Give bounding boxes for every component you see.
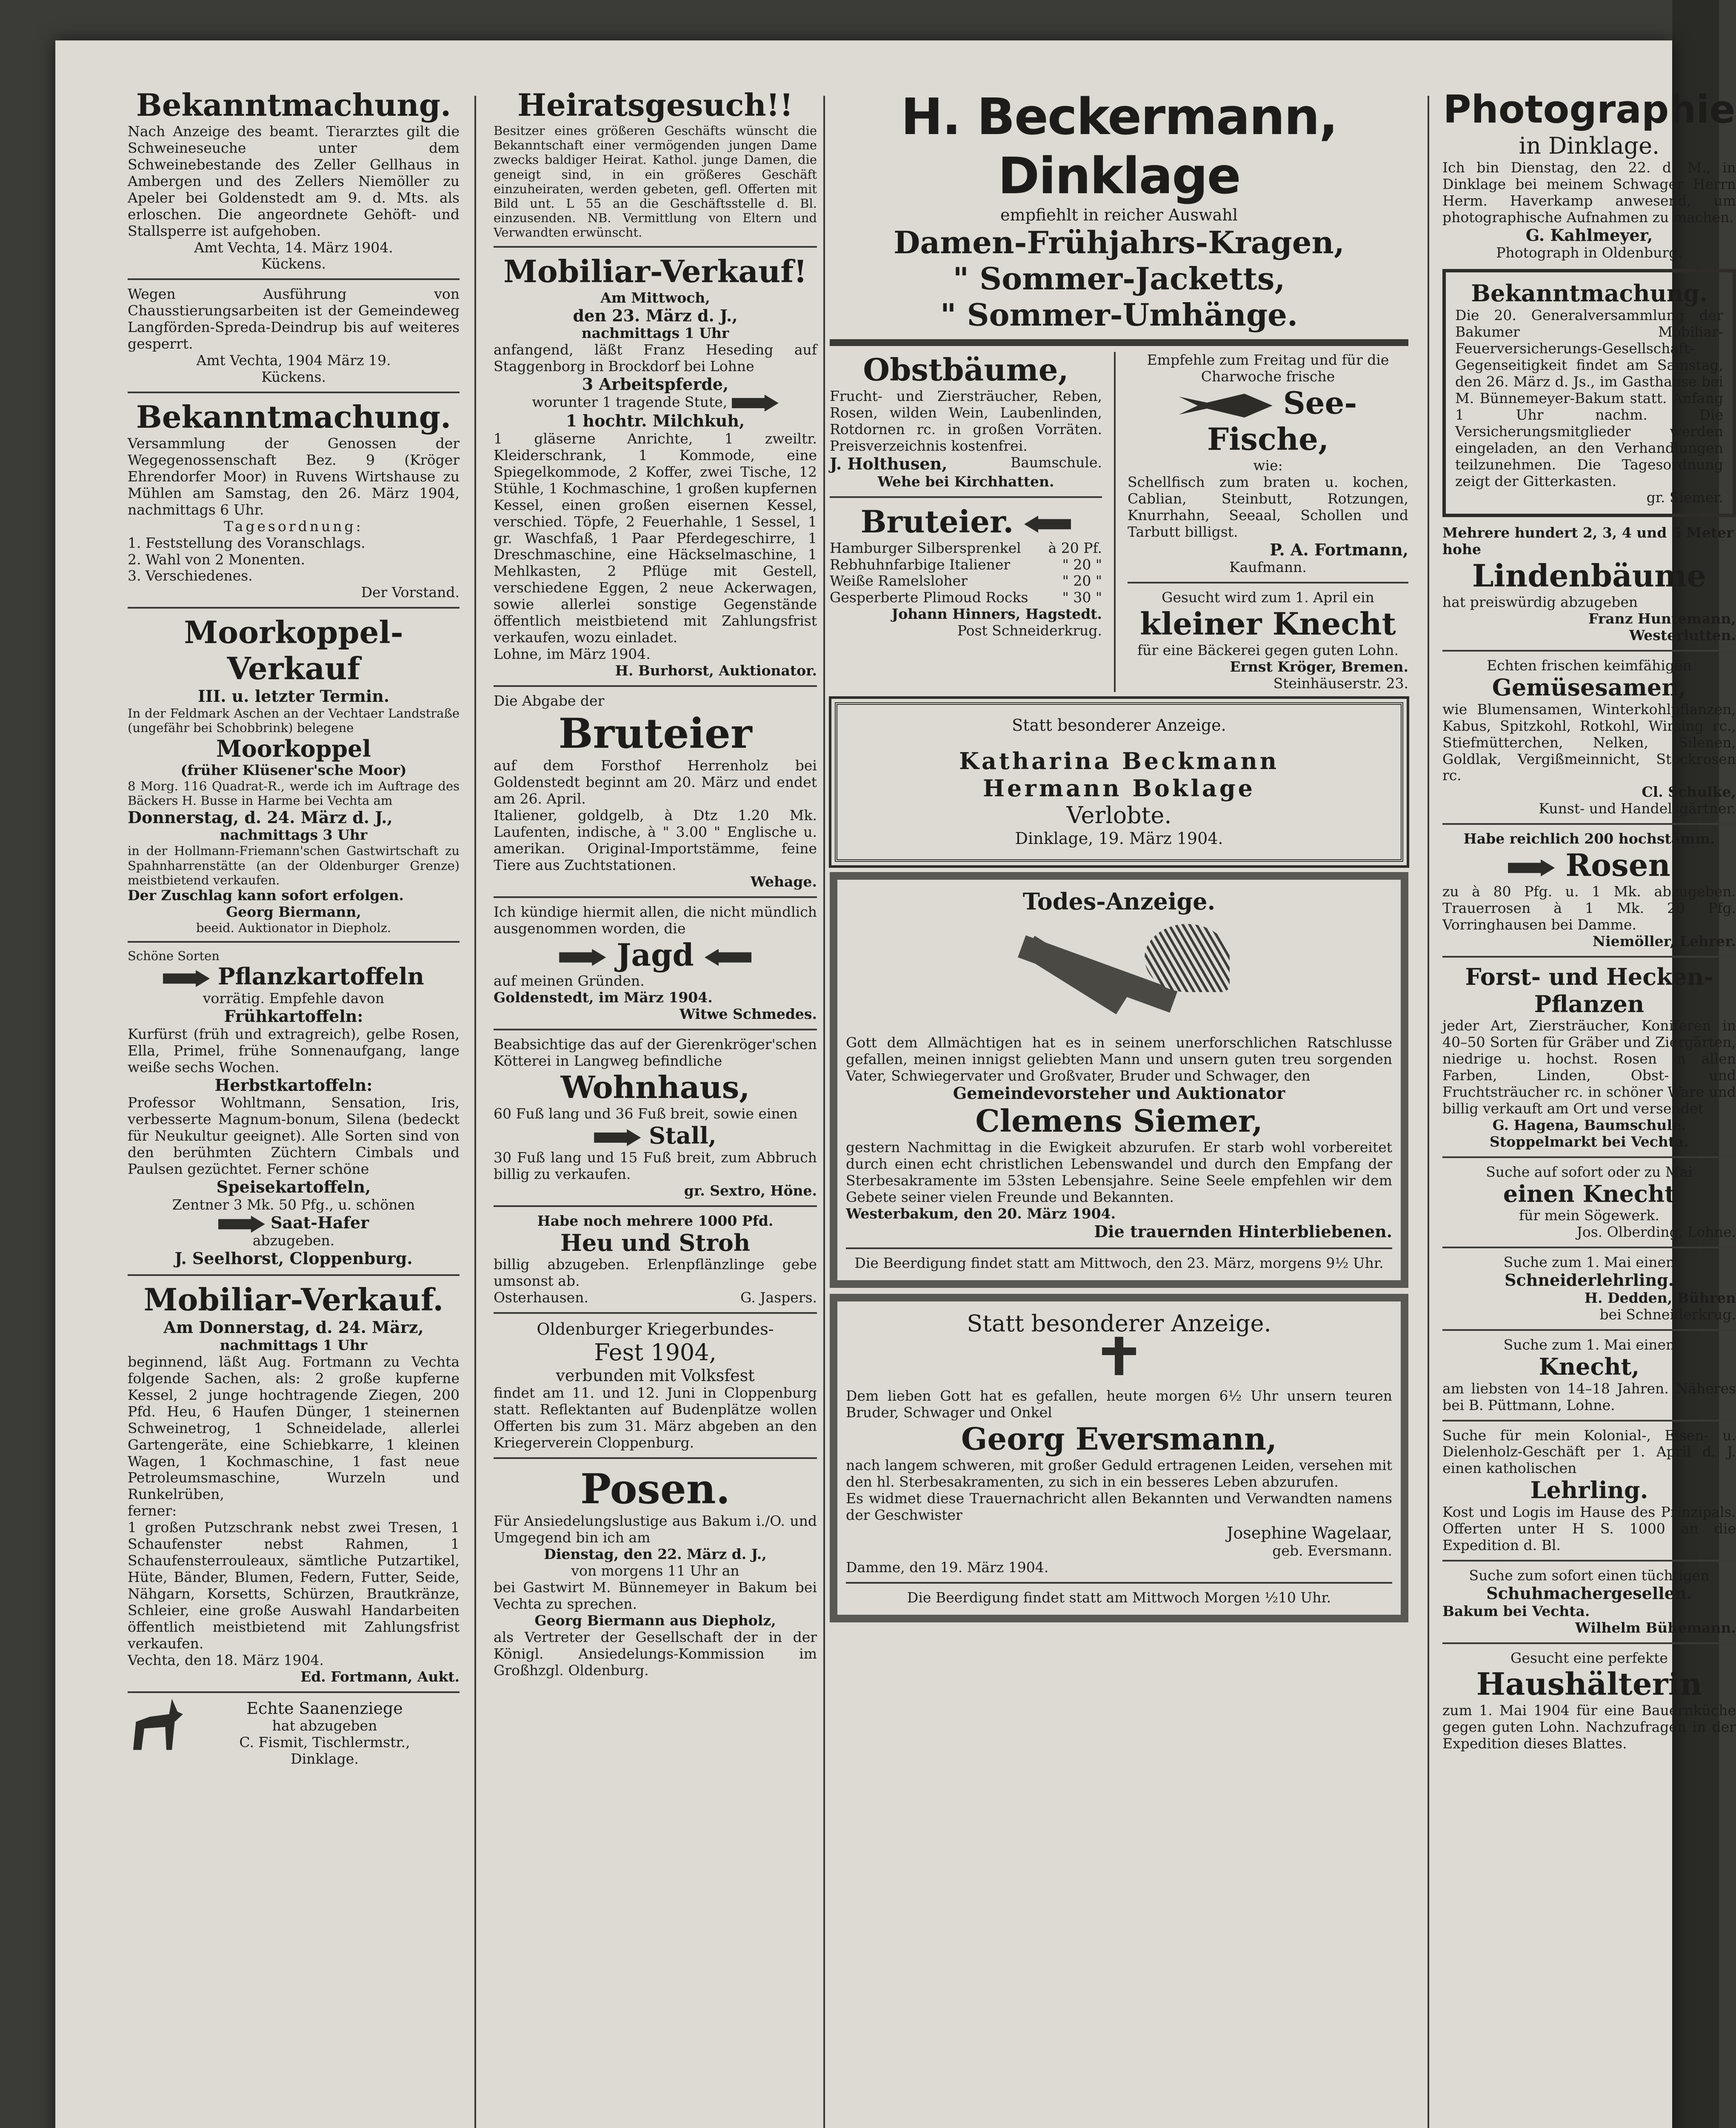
notice-text: gestern Nachmittag in die Ewigkeit abzurufen. Er starb wohl vorbereitet durch einen echt christlichen Lebenswandel und durch den Empfang der Sterbesakramente im 53sten Lebensjahre. Seine Seele empfehlen wir dem Gebete seiner vielen Freunde und Bekannten. bbox=[846, 1139, 1392, 1206]
ad-signature: Der Vorstand. bbox=[361, 584, 460, 601]
ad-signature: J. Seelhorst, Cloppenburg. bbox=[174, 1249, 413, 1268]
ad-text: hat abzugeben bbox=[272, 1717, 377, 1734]
ad-date: Vechta, den 18. März 1904. bbox=[128, 1651, 324, 1668]
ad-text: ferner: bbox=[128, 1502, 177, 1519]
divider bbox=[1128, 582, 1408, 583]
agenda-item: 2. Wahl von 2 Monenten. bbox=[128, 551, 305, 568]
boxed-notice bbox=[1442, 269, 1736, 517]
ad-signature: gr. Sextro, Höne. bbox=[684, 1182, 817, 1199]
divider bbox=[1442, 1642, 1736, 1644]
ad-text: hat preiswürdig abzugeben bbox=[1442, 594, 1638, 611]
ad-signature: Kückens. bbox=[261, 369, 326, 386]
ad-text: zu à 80 Pfg. u. 1 Mk. abzugeben. Trauerrosen à 1 Mk. 20 Pfg. Vorringhausen bei Damme. bbox=[1442, 883, 1736, 933]
ad-title: Posen. bbox=[580, 1465, 730, 1513]
death-notice bbox=[830, 1294, 1408, 1622]
price-item: Gesperberte Plimoud Rocks bbox=[830, 589, 1028, 606]
ad-title: Mobiliar-Verkauf. bbox=[143, 1281, 444, 1318]
ad-date: Am Donnerstag, d. 24. März, bbox=[163, 1318, 424, 1337]
ad-text bbox=[494, 394, 817, 412]
ad-text: Suche zum sofort einen tüchtigen bbox=[1469, 1567, 1710, 1584]
ad-title: Echte Saanenziege bbox=[246, 1699, 403, 1718]
column-rule bbox=[823, 96, 825, 2128]
ad-title: Bekanntmachung. bbox=[1471, 280, 1707, 307]
divider bbox=[494, 896, 817, 898]
ad-text: Kost und Logis im Hause des Prinzipals. Offerten unter H S. 1000 an die Expedition d. Bl. bbox=[1442, 1504, 1736, 1553]
ad-title: Oldenburger Kriegerbundes- bbox=[537, 1320, 774, 1339]
ad-signature: Wehage. bbox=[750, 873, 817, 890]
column-rule bbox=[474, 96, 476, 2128]
goat-ad bbox=[128, 1699, 460, 1768]
ad-title: Heu und Stroh bbox=[560, 1229, 751, 1256]
ad-text: Suche zum 1. Mai einen bbox=[1503, 1254, 1675, 1271]
ad-title: Forst- und Hecken- bbox=[1465, 963, 1713, 990]
ad-text: Für Ansiedelungslustige aus Bakum i./O. und Umgegend bin ich am bbox=[494, 1513, 817, 1546]
ad-text: Suche für mein Kolonial-, Eisen- u. Dielenholz-Geschäft per 1. April d. J. einen katholischen bbox=[1442, 1427, 1736, 1477]
divider bbox=[494, 1312, 817, 1314]
divider bbox=[1442, 1156, 1736, 1158]
death-notice bbox=[830, 872, 1408, 1288]
ad-date: Amt Vechta, 1904 März 19. bbox=[196, 352, 391, 369]
pointing-hand-icon bbox=[559, 949, 606, 966]
price-row bbox=[830, 540, 1102, 557]
column-2 bbox=[494, 87, 817, 1679]
ad-text: Mehrere hundert 2, 3, 4 und 5 Meter hohe bbox=[1442, 524, 1734, 558]
cross-wreath-icon bbox=[991, 915, 1247, 1035]
ad-text: Kurfürst (früh und extragreich), gelbe Rosen, Ella, Primel, frühe Sonnenaufgang, lange weiße sechs Wochen. bbox=[128, 1025, 460, 1075]
ad-time: nachmittags 1 Uhr bbox=[581, 325, 729, 342]
notice-signature: geb. Eversmann. bbox=[1272, 1542, 1392, 1559]
ad-title-text: Rosen bbox=[1565, 847, 1670, 884]
banner-title: H. Beckermann, Dinklage bbox=[901, 87, 1337, 206]
ad-subtitle bbox=[128, 1213, 460, 1233]
ad-signature: Steinhäuserstr. 23. bbox=[1273, 675, 1408, 692]
ad-title-text: Jagd bbox=[617, 936, 694, 973]
divider bbox=[128, 1274, 460, 1276]
ad-text: Habe noch mehrere 1000 Pfd. bbox=[537, 1212, 774, 1229]
ad-text: Nach Anzeige des beamt. Tierarztes gilt die Schweineseuche unter dem Schweinebestande des Zeller Gellhaus in Ambergen und des Zellers Niemöller zu Apeler bei Goldenstedt am 9. d. Mts. als erloschen. Die angeordnete Gehöft- und Stallsperre ist aufgehoben. bbox=[128, 123, 460, 239]
divider bbox=[1442, 1560, 1736, 1562]
pointing-hand-icon bbox=[594, 1129, 641, 1146]
ad-signature: Post Schneiderkrug. bbox=[957, 622, 1102, 639]
price-value: " 20 " bbox=[1062, 556, 1102, 573]
ad-signature: Johann Hinners, Hagstedt. bbox=[891, 606, 1102, 623]
notice-head: Statt besonderer Anzeige. bbox=[967, 1310, 1271, 1337]
ad-signature: Bakum bei Vechta. bbox=[1442, 1602, 1590, 1619]
ad-signature: Jos. Olberding, Lohne. bbox=[1576, 1224, 1736, 1241]
column-1 bbox=[128, 87, 460, 1768]
banner-subtitle: empfiehlt in reicher Auswahl bbox=[1000, 206, 1238, 225]
ad-signature: H. Burhorst, Auktionator. bbox=[615, 662, 817, 679]
ad-footer bbox=[830, 455, 1102, 474]
ad-footer bbox=[1442, 1603, 1736, 1620]
ad-signature: Cl. Schulke, bbox=[1642, 784, 1736, 801]
ad-text: Suche auf sofort oder zu Mai bbox=[1486, 1163, 1693, 1180]
ad-text: findet am 11. und 12. Juni in Cloppenburg statt. Reflektanten auf Budenplätze wollen Offerten bis zum 31. März abgeben an den Kriegerverein Cloppenburg. bbox=[494, 1384, 817, 1451]
price-row bbox=[830, 557, 1102, 573]
pointing-hand-icon bbox=[732, 395, 779, 412]
ad-signature: Dinklage. bbox=[291, 1750, 359, 1768]
ad-signature: beeid. Auktionator in Diepholz. bbox=[196, 920, 391, 935]
ad-time: nachmittags 1 Uhr bbox=[220, 1336, 368, 1353]
notice-text: nach langem schweren, mit großer Geduld ertragenen Leiden, versehen mit den hl. Sterbesakramenten, zu sich in ein besseres Leben abzurufen. bbox=[846, 1457, 1392, 1490]
goat-icon bbox=[128, 1699, 183, 1750]
ad-text: Habe reichlich 200 hochstämm. bbox=[1463, 830, 1715, 847]
ad-subtitle: Herbstkartoffeln: bbox=[214, 1075, 373, 1095]
ad-text: wie: bbox=[1253, 457, 1283, 474]
ad-signature: Ed. Fortmann, Aukt. bbox=[300, 1668, 460, 1685]
ad-date: Donnerstag, d. 24. März d. J., bbox=[128, 807, 393, 827]
ad-text: Ich bin Dienstag, den 22. d. M., in Dinklage bei meinem Schwager Herrn Herm. Haverkamp anwesend, um photographische Aufnahmen zu machen. bbox=[1442, 159, 1736, 226]
ad-text: Wegen Ausführung von Chausstierungsarbeiten ist der Gemeindeweg Langförden-Spreda-Deindrup bis auf weiteres gesperrt. bbox=[128, 286, 460, 352]
banner-line: " Sommer-Umhänge. bbox=[940, 297, 1298, 333]
ad-signature: Baumschule. bbox=[1011, 454, 1102, 471]
ad-signature: Georg Biermann aus Diepholz, bbox=[534, 1612, 776, 1629]
price-row bbox=[830, 589, 1102, 606]
divider bbox=[846, 1247, 1392, 1249]
ad-text: Der Zuschlag kann sofort erfolgen. bbox=[128, 887, 404, 904]
notice-burial: Die Beerdigung findet statt am Mittwoch Morgen ½10 Uhr. bbox=[907, 1589, 1331, 1606]
ad-date: Goldenstedt, im März 1904. bbox=[494, 989, 713, 1006]
notice-role: Gemeindevorsteher und Auktionator bbox=[953, 1084, 1285, 1103]
price-value: à 20 Pf. bbox=[1048, 539, 1102, 556]
pointing-hand-icon bbox=[705, 949, 751, 966]
obst-ad bbox=[830, 352, 1102, 692]
ad-title bbox=[128, 963, 460, 990]
ad-signature: G. Kahlmeyer, bbox=[1525, 225, 1653, 245]
divider bbox=[128, 278, 460, 280]
ad-date: Amt Vechta, 14. März 1904. bbox=[194, 239, 393, 256]
fish-ad bbox=[1128, 352, 1408, 692]
ad-text: Gesucht wird zum 1. April ein bbox=[1162, 589, 1374, 606]
ad-title bbox=[830, 504, 1102, 540]
ad-title: Wohnhaus, bbox=[560, 1069, 750, 1106]
ad-title: Moorkoppel-Verkauf bbox=[184, 614, 403, 687]
ad-title bbox=[494, 937, 817, 973]
ad-signature: Kunst- und Handelsgärtner. bbox=[1539, 800, 1736, 817]
notice-name: Clemens Siemer, bbox=[975, 1103, 1263, 1139]
divider bbox=[1442, 650, 1736, 652]
divider bbox=[1442, 1420, 1736, 1422]
agenda-item: 3. Verschiedenes. bbox=[128, 567, 253, 584]
ad-signature: G. Jaspers. bbox=[740, 1289, 817, 1306]
ad-title: Gemüsesamen, bbox=[1492, 673, 1687, 701]
divider bbox=[128, 941, 460, 943]
notice-text: Gott dem Allmächtigen hat es in seinem unerforschlichen Ratschlusse gefallen, meinen innigst geliebten Mann und unsern guten treu sorgenden Vater, Schwiegervater und Großvater, Bruder und Schwager, den bbox=[846, 1034, 1392, 1084]
ad-signature: Witwe Schmedes. bbox=[679, 1006, 817, 1023]
notice-head: Todes-Anzeige. bbox=[1022, 887, 1216, 915]
ad-date: Dienstag, den 22. März d. J., bbox=[544, 1546, 767, 1563]
ad-title bbox=[1128, 385, 1408, 458]
ad-text: billig abzugeben. Erlenpflänzlinge gebe umsonst ab. bbox=[494, 1256, 817, 1290]
engagement-notice bbox=[835, 702, 1403, 862]
price-row bbox=[830, 573, 1102, 589]
ad-signature: gr. Siemer. bbox=[1646, 489, 1723, 506]
ad-signature: Kaufmann. bbox=[1229, 559, 1307, 576]
ad-text: Besitzer eines größeren Geschäfts wünscht die Bekanntschaft einer vermögenden jungen Dame zwecks baldiger Heirat. Kathol. junge Damen, die geneigt sind, in ein größeres Geschäft einzuheiraten, werden gebeten, gefl. Offerten mit Bild unt. L 55 an die Geschäftsstelle d. Bl. einzusenden. NB. Vermittlung von Eltern und Verwandten erwünscht. bbox=[494, 123, 817, 240]
ad-title-text: Bruteier. bbox=[860, 503, 1014, 540]
ad-row bbox=[830, 352, 1408, 692]
ad-text: 30 Fuß lang und 15 Fuß breit, zum Abbruch billig zu verkaufen. bbox=[494, 1149, 817, 1182]
ad-title: einen Knecht bbox=[1503, 1180, 1676, 1207]
ad-text: Schöne Sorten bbox=[128, 949, 220, 964]
divider bbox=[830, 339, 1408, 346]
ad-text: vorrätig. Empfehle davon bbox=[203, 990, 385, 1007]
ad-signature: Photograph in Oldenburg. bbox=[1496, 244, 1682, 261]
pointing-hand-icon bbox=[1508, 859, 1555, 876]
ad-title-text: Stall, bbox=[649, 1122, 717, 1150]
ad-title: Schuhmachergesellen. bbox=[1486, 1583, 1692, 1603]
ad-text: für eine Bäckerei gegen guten Lohn. bbox=[1137, 642, 1399, 659]
divider bbox=[494, 246, 817, 248]
ad-date: Am Mittwoch, bbox=[600, 289, 710, 306]
ad-text: wie Blumensamen, Winterkohlpflanzen, Kabus, Spitzkohl, Rotkohl, Wirsing rc., Stiefmütterchen, Nelken, Silenen, Goldlak, Vergißmeinnicht, Stockrosen rc. bbox=[1442, 701, 1736, 784]
ad-title: Knecht, bbox=[1539, 1353, 1640, 1380]
ad-title: Mobiliar-Verkauf! bbox=[503, 253, 807, 289]
notice-signature: Die trauernden Hinterbliebenen. bbox=[1094, 1221, 1392, 1241]
notice-name: Hermann Boklage bbox=[983, 774, 1255, 802]
ad-headline: Moorkoppel bbox=[216, 735, 371, 762]
ad-signature: Wilhelm Bühemann. bbox=[1575, 1619, 1736, 1636]
price-item: Rebhuhnfarbige Italiener bbox=[830, 556, 1011, 573]
ad-text: In der Feldmark Aschen an der Vechtaer Landstraße (ungefähr bei Schobbrink) belegene bbox=[128, 706, 460, 735]
ad-subtitle: III. u. letzter Termin. bbox=[197, 686, 390, 706]
notice-name: Katharina Beckmann bbox=[959, 747, 1279, 775]
price-value: " 20 " bbox=[1062, 572, 1102, 589]
divider bbox=[128, 392, 460, 393]
divider bbox=[846, 1582, 1392, 1584]
ad-subtitle: verbunden mit Volksfest bbox=[556, 1366, 755, 1385]
ad-signature: P. A. Fortmann, bbox=[1270, 540, 1408, 559]
ad-title-text: Pflanzkartoffeln bbox=[217, 963, 424, 990]
ad-text: beginnend, läßt Aug. Fortmann zu Vechta folgende Sachen, als: 2 große kupferne Kessel, 2 junge hochtragende Ziegen, 200 Pfd. Heu, 6 Haufen Dünger, 1 steinernen Schweinetrog, 1 Schneidelade, allerlei Gartengeräte, eine Schiebkarre, 1 kleinen Wagen, 1 Kochmaschine, 1 fast neue Petroleumsmaschine, Wurzeln und Runkelrüben, bbox=[128, 1353, 460, 1503]
ad-text: 1 großen Putzschrank nebst zwei Tresen, 1 Schaufenster nebst Rahmen, 1 Schaufensterrouleaux, sämtliche Putzartikel, Hüte, Bänder, Blumen, Federn, Futter, Seide, Nähgarn, Korsetts, Schürzen, Brautkränze, Schleier, eine große Auswahl Handarbeiten öffentlich meistbietend mit Zahlungsfrist verkaufen. bbox=[128, 1519, 460, 1652]
ad-text: Frucht- und Ziersträucher, Reben, Rosen, wilden Wein, Laubenlinden, Rotdornen rc. in großen Vorräten. Preisverzeichnis kostenfrei. bbox=[830, 388, 1102, 454]
price-item: Weiße Ramelsloher bbox=[830, 572, 968, 589]
ad-title-text: See-Fische, bbox=[1207, 385, 1357, 457]
ad-signature: H. Dedden, Bühren bbox=[1584, 1290, 1736, 1307]
divider bbox=[494, 1205, 817, 1207]
ad-subtitle-text: Saat-Hafer bbox=[271, 1213, 369, 1232]
ad-text: zum 1. Mai 1904 für eine Bauernküche gegen guten Lohn. Nachzufragen in der Expedition dieses Blattes. bbox=[1442, 1702, 1736, 1752]
ad-subtitle: Speisekartoffeln, bbox=[216, 1177, 371, 1197]
divider bbox=[128, 607, 460, 609]
cross-icon bbox=[1094, 1337, 1145, 1388]
ad-signature: C. Fismit, Tischlermstr., bbox=[239, 1734, 410, 1751]
ad-text: auf dem Forsthof Herrenholz bei Goldenstedt beginnt am 20. März und endet am 26. April. bbox=[494, 757, 817, 807]
ad-title: Schneiderlehrling. bbox=[1505, 1270, 1674, 1290]
ad-text: Schellfisch zum braten u. kochen, Cablian, Steinbutt, Rotzungen, Knurrhahn, Seeaal, Schollen und Tarbutt billigst. bbox=[1128, 473, 1408, 540]
ad-title: Bruteier bbox=[558, 709, 752, 758]
ad-text: für mein Sögewerk. bbox=[1519, 1207, 1660, 1224]
ad-signature: Westerlutten. bbox=[1629, 627, 1736, 644]
ad-signature: Kückens. bbox=[261, 255, 326, 272]
ad-text: in der Hollmann-Friemann'schen Gastwirtschaft zu Spahnharrenstätte (an der Oldenburger Grenze) meistbietend verkaufen. bbox=[128, 844, 460, 887]
agenda-title: Tagesordnung: bbox=[224, 518, 363, 535]
divider bbox=[494, 1457, 817, 1459]
ad-title: Pflanzen bbox=[1534, 990, 1645, 1018]
ad-signature: Franz Huntemann, bbox=[1588, 610, 1736, 627]
ad-footer bbox=[494, 1290, 817, 1306]
price-item: Hamburger Silbersprenkel bbox=[830, 539, 1021, 556]
ad-date: Lohne, im März 1904. bbox=[494, 646, 651, 663]
notice-place: Dinklage, 19. März 1904. bbox=[1015, 829, 1223, 848]
ad-text: Versammlung der Genossen der Wegegenossenschaft Bez. 9 (Kröger Ehrendorfer Moor) in Ruvens Wirtshause zu Mühlen am Samstag, den 26. März 1904, nachmittags 6 Uhr. bbox=[128, 435, 460, 518]
ad-text: als Vertreter der Gesellschaft der in der Königl. Ansiedelungs-Kommission im Großhzgl. Oldenburg. bbox=[494, 1629, 817, 1679]
ad-text: bei Gastwirt M. Bünnemeyer in Bakum bei Vechta zu sprechen. bbox=[494, 1579, 817, 1613]
ad-title: Bekanntmachung. bbox=[136, 87, 451, 123]
notice-place: Westerbakum, den 20. März 1904. bbox=[846, 1205, 1116, 1222]
ad-text: am liebsten von 14–18 Jahren. Näheres bei B. Püttmann, Lohne. bbox=[1442, 1380, 1736, 1413]
ad-text: (früher Klüsener'sche Moor) bbox=[180, 762, 407, 779]
ad-text: 8 Morg. 116 Quadrat-R., werde ich im Auftrage des Bäckers H. Busse in Harme bei Vechta am bbox=[128, 779, 460, 808]
ad-text-inline: worunter 1 tragende Stute, bbox=[532, 394, 728, 411]
ad-title: Bekanntmachung. bbox=[136, 399, 451, 435]
ad-subtitle: in Dinklage. bbox=[1519, 132, 1660, 160]
ad-text: anfangend, läßt Franz Heseding auf Staggenborg in Brockdorf bei Lohne bbox=[494, 341, 817, 375]
divider bbox=[1442, 956, 1736, 958]
notice-place: Damme, den 19. März 1904. bbox=[846, 1559, 1049, 1576]
ad-text: Die 20. Generalversammlung der Bakumer Mobiliar-Feuerversicherungs-Gesellschaft-Gegenseitigkeit findet am Samstag, den 26. März d. Js., im Gasthause bei M. Bünnemeyer-Bakum statt. Anfang 1 Uhr nachm. Die Versicherungsmitglieder werden eingeladen, an den Verhandlungen teilzunehmen. Die Tagesordnung zeigt der Gitterkasten. bbox=[1455, 307, 1723, 489]
ad-text: Italiener, goldgelb, à Dtz 1.20 Mk. Laufenten, indische, à " 3.00 " Englische u. amerikan. Original-Importstämme, feine Tiere aus Zuchtstationen. bbox=[494, 807, 817, 873]
newspaper-page bbox=[55, 40, 1736, 2128]
ad-title: kleiner Knecht bbox=[1140, 606, 1396, 642]
agenda-item: 1. Feststellung des Voranschlags. bbox=[128, 534, 365, 551]
pointing-hand-icon bbox=[1024, 516, 1071, 533]
ad-title: Fest 1904, bbox=[594, 1339, 717, 1366]
column-3 bbox=[830, 87, 1408, 1628]
ad-time: nachmittags 3 Uhr bbox=[220, 827, 368, 844]
column-rule bbox=[1428, 96, 1429, 2128]
ad-signature: Niemöller, Lehrer. bbox=[1592, 932, 1736, 950]
column-4 bbox=[1442, 87, 1736, 1752]
ad-title: Lehrling. bbox=[1530, 1476, 1648, 1504]
fish-icon bbox=[1179, 391, 1273, 420]
ad-date: den 23. März d. J., bbox=[573, 306, 738, 325]
ad-signature: Stoppelmarkt bei Vechta. bbox=[1490, 1133, 1689, 1150]
ad-text: auf meinen Gründen. bbox=[494, 972, 645, 990]
price-value: " 30 " bbox=[1062, 589, 1102, 606]
ad-text: 1 gläserne Anrichte, 1 zweiltr. Kleiderschrank, 1 Kommode, eine Spiegelkommode, 2 Koffer, zwei Tische, 12 Stühle, 1 Kochmaschine, 1 großen kupfernen Kessel, einen großen eisernen Kessel, verschied. Töpfe, 2 Feuerhahle, 1 Sessel, 1 gr. Waschfaß, 1 Paar Pferdegeschirre, 1 Dreschmaschine, eine Häckselmaschine, 1 Mehlkasten, 2 Pflüge mit Gestell, verschiedene Eggen, 2 neue Ackerwagen, sowie allerlei sonstige Gegenstände öffentlich meistbietend mit Zahlungsfrist verkaufen, wozu einladet. bbox=[494, 430, 817, 646]
ad-signature: J. Holthusen, bbox=[830, 454, 948, 473]
pointing-hand-icon bbox=[163, 970, 210, 987]
ad-title bbox=[1442, 847, 1736, 884]
ad-text: Echten frischen keimfähigen bbox=[1487, 657, 1692, 674]
ad-place: Osterhausen. bbox=[494, 1289, 588, 1306]
ad-signature: G. Hagena, Baumschule. bbox=[1492, 1116, 1686, 1133]
notice-text: Dem lieben Gott hat es gefallen, heute morgen 6½ Uhr unsern teuren Bruder, Schwager und Onkel bbox=[846, 1387, 1392, 1421]
ad-text: Zentner 3 Mk. 50 Pfg., u. schönen bbox=[172, 1196, 415, 1213]
ad-text: Gesucht eine perfekte bbox=[1510, 1649, 1668, 1666]
ad-text: Beabsichtige das auf der Gierenkröger'schen Kötterei in Langweg befindliche bbox=[494, 1036, 817, 1070]
pointing-hand-icon bbox=[218, 1216, 265, 1233]
notice-burial: Die Beerdigung findet statt am Mittwoch, den 23. März, morgens 9½ Uhr. bbox=[854, 1254, 1384, 1271]
ad-text: abzugeben. bbox=[252, 1232, 335, 1249]
notice-head: Statt besonderer Anzeige. bbox=[1012, 716, 1226, 735]
ad-text: Professor Wohltmann, Sensation, Iris, verbesserte Magnum-bonum, Silena (bedeckt für Neukultur geeignet). Alle Sorten sind von den berühmten Züchtern Cimbals und Paulsen gezüchtet. Ferner schöne bbox=[128, 1094, 460, 1178]
column-rule bbox=[1114, 352, 1116, 692]
notice-name: Georg Eversmann, bbox=[961, 1421, 1277, 1457]
ad-subtitle: Frühkartoffeln: bbox=[224, 1007, 363, 1026]
divider bbox=[830, 496, 1102, 498]
ad-text: jeder Art, Ziersträucher, Koniferen in 40–50 Sorten für Gräber und Ziergärten, niedrige u. hochst. Rosen in allen Farben, Linden, Obst- und Fruchtsträucher rc. in schöner Ware und billig verkauft am Ort und versendet bbox=[1442, 1017, 1736, 1117]
divider bbox=[494, 685, 817, 687]
ad-title: Obstbäume, bbox=[863, 352, 1069, 388]
ad-signature: bei Schneiderkrug. bbox=[1599, 1306, 1736, 1323]
ad-text: 60 Fuß lang und 36 Fuß breit, sowie einen bbox=[494, 1105, 798, 1122]
banner-line: " Sommer-Jacketts, bbox=[953, 260, 1285, 297]
ad-text: Suche zum 1. Mai einen bbox=[1503, 1336, 1675, 1353]
ad-title: Photographie bbox=[1443, 87, 1736, 132]
notice-text: Es widmet diese Trauernachricht allen Bekannten und Verwandten namens der Geschwister bbox=[846, 1490, 1392, 1524]
ad-signature: Ernst Kröger, Bremen. bbox=[1230, 658, 1408, 675]
ad-text: Ich kündige hiermit allen, die nicht mündlich ausgenommen worden, die bbox=[494, 903, 817, 937]
ad-time: von morgens 11 Uhr an bbox=[571, 1562, 740, 1579]
notice-status: Verlobte. bbox=[1066, 802, 1172, 829]
ad-headline: 3 Arbeitspferde, bbox=[582, 375, 729, 394]
divider bbox=[494, 1029, 817, 1030]
banner-line: Damen-Frühjahrs-Kragen, bbox=[894, 224, 1345, 261]
ad-signature: Georg Biermann, bbox=[226, 903, 361, 920]
divider bbox=[128, 1691, 460, 1693]
ad-title bbox=[494, 1122, 817, 1150]
divider bbox=[1442, 823, 1736, 825]
ad-headline: 1 hochtr. Milchkuh, bbox=[565, 411, 745, 431]
ad-text: Empfehle zum Freitag und für die Charwoche frische bbox=[1147, 352, 1389, 385]
ad-place: Wehe bei Kirchhatten. bbox=[877, 473, 1054, 490]
ad-title: Haushälterin bbox=[1476, 1666, 1702, 1702]
divider bbox=[1442, 1329, 1736, 1331]
divider bbox=[1442, 1247, 1736, 1248]
notice-signature: Josephine Wagelaar, bbox=[1227, 1523, 1392, 1542]
ad-title: Lindenbäume bbox=[1472, 558, 1707, 594]
ad-title: Heiratsgesuch!! bbox=[517, 87, 793, 123]
ad-text: Die Abgabe der bbox=[494, 692, 605, 709]
